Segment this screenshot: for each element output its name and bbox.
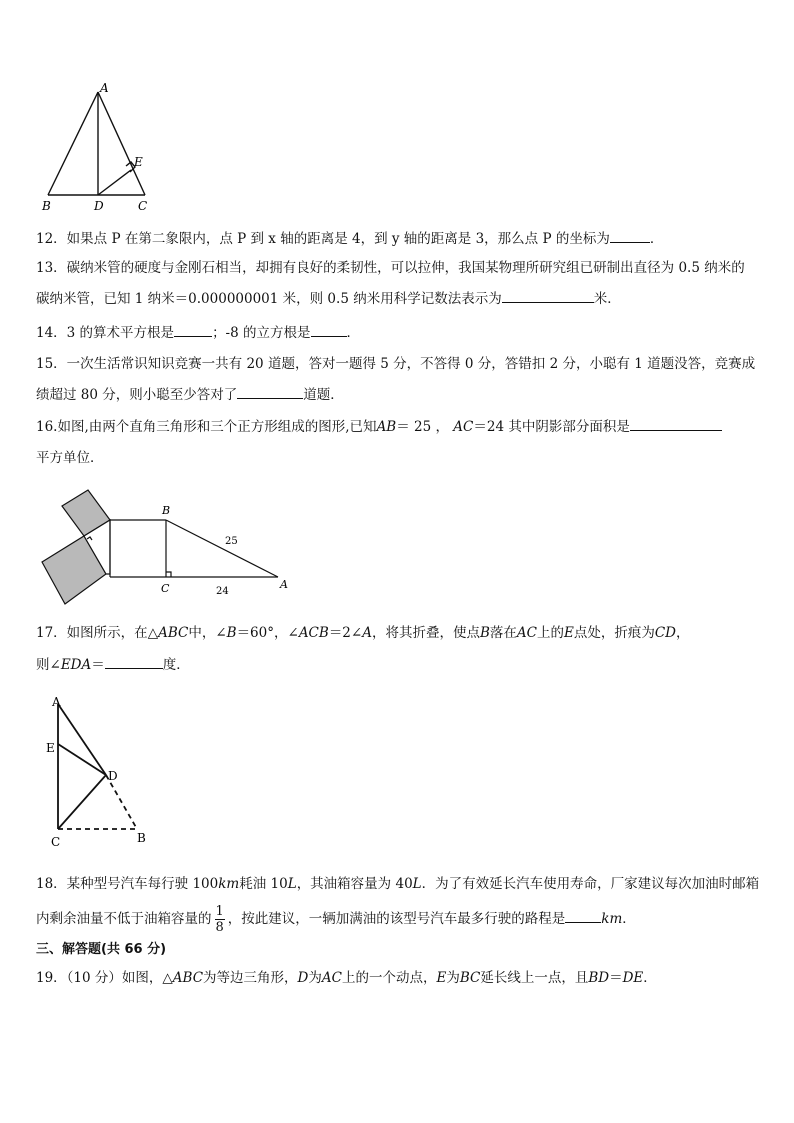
question-18-line-2: 内剩余油量不低于油箱容量的 $\frac{1}{8}$ ，按此建议，一辆加满油的该型号汽车最多行驶的路程是 km．: [36, 904, 636, 935]
answer-blank[interactable]: [311, 322, 347, 337]
figure-squares-right-triangles: [38, 488, 298, 610]
fig16-label-a: A: [280, 578, 288, 591]
question-17-line-2: 则∠EDA＝ 度．: [36, 654, 190, 675]
fig11-label-d: D: [94, 199, 104, 213]
figure-folded-triangle: [42, 692, 162, 852]
question-12: 12．如果点 P 在第二象限内，点 P 到 x 轴的距离是 4，到 y 轴的距离是 3，那么点 P 的坐标为 ．: [36, 228, 663, 249]
fig16-label-25: 25: [225, 536, 238, 547]
fig11-label-a: A: [100, 82, 109, 95]
answer-blank[interactable]: [105, 654, 163, 669]
figure-triangle-abc-altitude: [40, 82, 160, 214]
fig17-label-b: B: [137, 831, 146, 845]
answer-blank[interactable]: [502, 288, 594, 303]
question-16-line-1: 16.如图,由两个直角三角形和三个正方形组成的图形,已知AB＝ 25 ， AC＝24 其中阴影部分面积是: [36, 416, 722, 437]
fig16-label-b: B: [162, 504, 171, 517]
fig11-label-c: C: [138, 199, 148, 213]
fig16-label-24: 24: [216, 586, 229, 597]
question-13-line-2: 碳纳米管，已知 1 纳米＝0.000000001 米，则 0.5 纳米用科学记数法表示为 米．: [36, 288, 621, 309]
answer-blank[interactable]: [630, 416, 722, 431]
answer-blank[interactable]: [174, 322, 212, 337]
fig17-label-a: A: [52, 695, 61, 709]
question-18-line-1: 18．某种型号汽车每行驶 100km耗油 10L，其油箱容量为 40L．为了有效延长汽车使用寿命，厂家建议每次加油时邮箱: [36, 876, 760, 892]
fig11-label-e: E: [134, 155, 143, 169]
answer-blank[interactable]: [237, 384, 303, 399]
question-19: 19．（10 分）如图，△ABC为等边三角形，D为AC上的一个动点，E为BC延长线上一点，且BD＝DE．: [36, 970, 657, 986]
fig17-label-e: E: [46, 741, 55, 755]
question-17-line-1: 17．如图所示，在△ABC中，∠B＝60°，∠ACB＝2∠A，将其折叠，使点B落在AC上的E点处，折痕为CD，: [36, 625, 690, 641]
question-15-line-1: 15．一次生活常识知识竞赛一共有 20 道题，答对一题得 5 分，不答得 0 分，答错扣 2 分，小聪有 1 道题没答，竞赛成: [36, 356, 756, 372]
fig11-label-b: B: [42, 199, 51, 213]
fig17-label-d: D: [108, 769, 118, 783]
answer-blank[interactable]: [565, 908, 601, 923]
question-16-line-2: 平方单位．: [36, 450, 104, 466]
fraction-one-eighth: $\frac{1}{8}$: [215, 904, 224, 935]
question-15-line-2: 绩超过 80 分，则小聪至少答对了 道题．: [36, 384, 344, 405]
answer-blank[interactable]: [610, 228, 650, 243]
question-14: 14．3 的算术平方根是 ；-8 的立方根是 ．: [36, 322, 360, 343]
fig16-label-c: C: [161, 582, 170, 595]
section-heading: 三、解答题(共 66 分): [36, 942, 167, 957]
fig17-label-c: C: [51, 835, 61, 849]
question-13-line-1: 13．碳纳米管的硬度与金刚石相当，却拥有良好的柔韧性，可以拉伸，我国某物理所研究组已研制出直径为 0.5 纳米的: [36, 260, 745, 276]
